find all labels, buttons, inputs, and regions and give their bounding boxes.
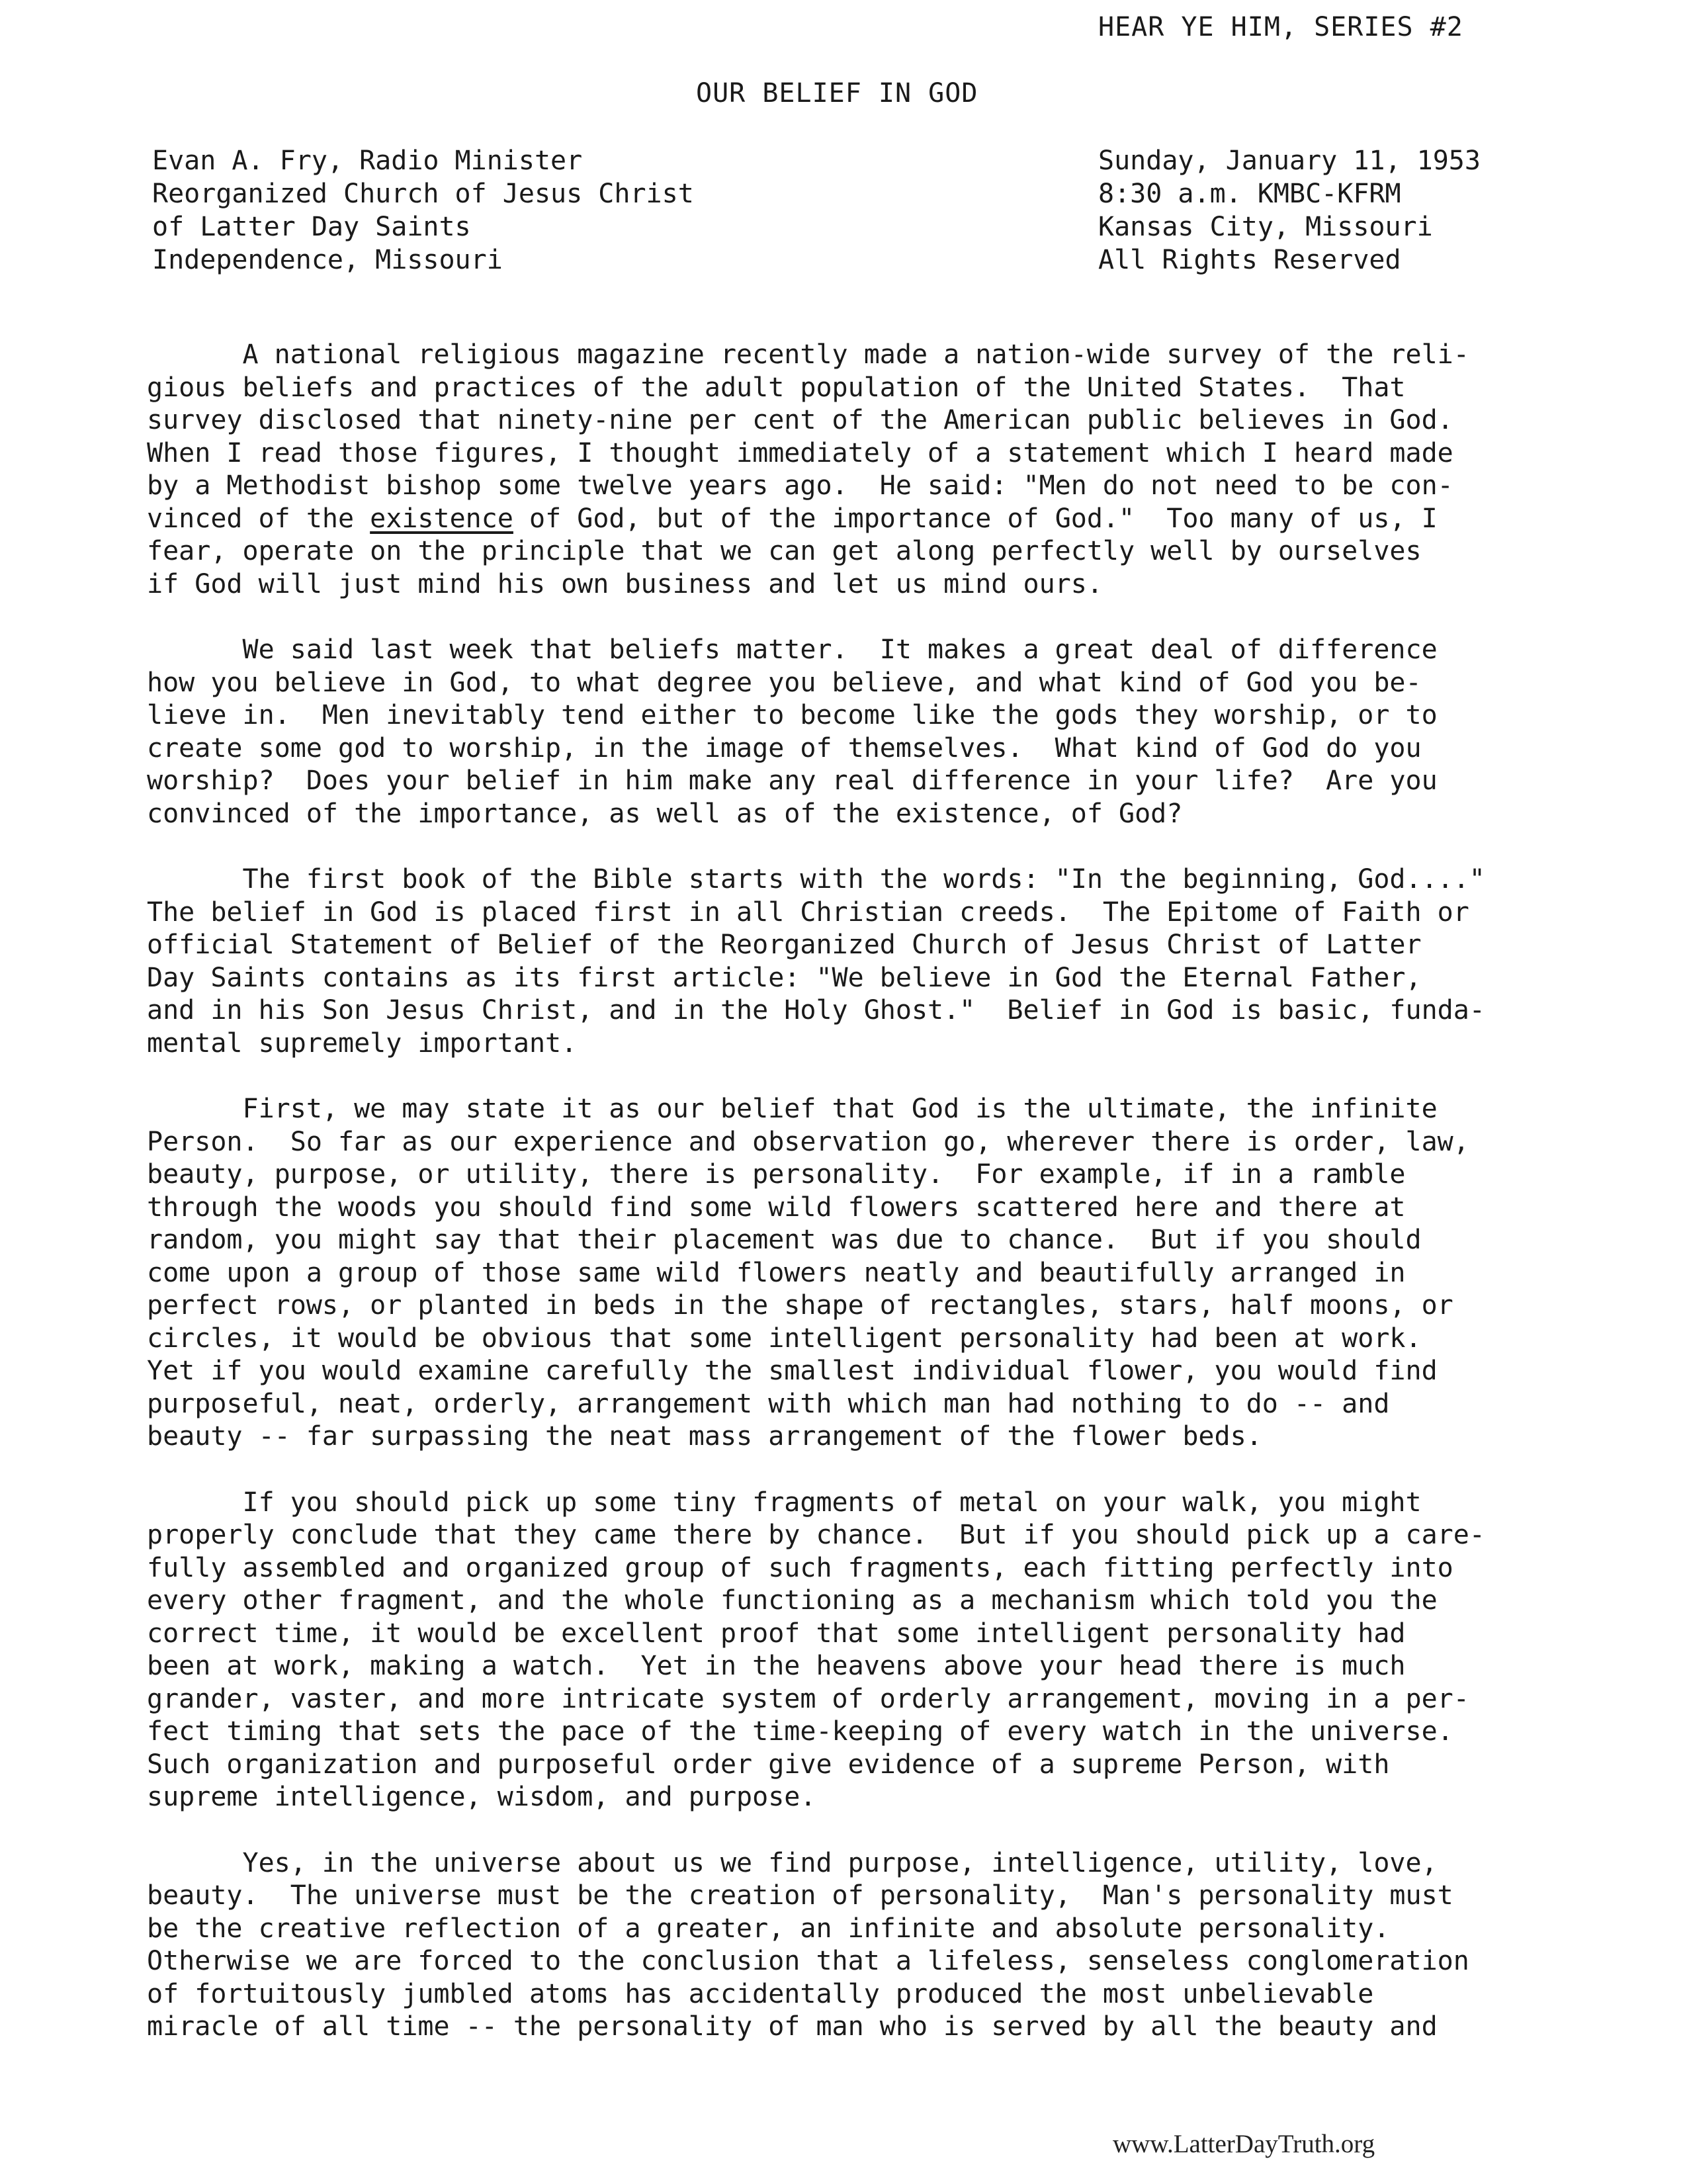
text-line: perfect rows, or planted in beds in the shape of rectangles, stars, half moons, or — [147, 1290, 1453, 1321]
paragraph — [147, 863, 1543, 1060]
paragraph — [147, 1093, 1543, 1454]
broadcast-location: Kansas City, Missouri — [1098, 212, 1433, 242]
text-line: circles, it would be obvious that some intelligent personality had been at work. — [147, 1323, 1422, 1354]
church-name: Reorganized Church of Jesus Christ — [152, 179, 694, 209]
text-line: First, we may state it as our belief that God is the ultimate, the infinite — [147, 1094, 1438, 1124]
text-line: by a Methodist bishop some twelve years ago. He said: "Men do not need to be con- — [147, 470, 1453, 501]
text-line: Yes, in the universe about us we find purpose, intelligence, utility, love, — [147, 1847, 1438, 1878]
text-line: We said last week that beliefs matter. It makes a great deal of difference — [147, 634, 1438, 665]
text-line: fect timing that sets the pace of the time-keeping of every watch in the universe. — [147, 1716, 1453, 1747]
text-line: be the creative reflection of a greater, an infinite and absolute personality. — [147, 1913, 1390, 1944]
text-line: lieve in. Men inevitably tend either to become like the gods they worship, or to — [147, 700, 1438, 730]
text-line: come upon a group of those same wild flowers neatly and beautifully arranged in — [147, 1257, 1406, 1288]
footer-url: www.LatterDayTruth.org — [1113, 2130, 1375, 2158]
text-line: Day Saints contains as its first article: "We believe in God the Eternal Father, — [147, 962, 1422, 993]
text-line: beauty, purpose, or utility, there is personality. For example, if in a ramble — [147, 1159, 1406, 1190]
text-line: properly conclude that they came there by chance. But if you should pick up a care- — [147, 1520, 1485, 1550]
sermon-body — [147, 339, 1543, 2077]
text-line: The belief in God is placed first in all Christian creeds. The Epitome of Faith or — [147, 896, 1469, 928]
text-line: through the woods you should find some wild flowers scattered here and there at — [147, 1192, 1406, 1223]
author-name: Evan A. Fry, Radio Minister — [152, 146, 583, 176]
text-line: survey disclosed that ninety-nine per cent of the American public believes in God. — [147, 405, 1453, 435]
text-line: beauty -- far surpassing the neat mass arrangement of the flower beds. — [147, 1421, 1262, 1452]
underlined-word: existence — [370, 503, 513, 534]
text-line: When I read those figures, I thought immediately of a statement which I heard made — [147, 437, 1453, 468]
text-line: purposeful, neat, orderly, arrangement with which man had nothing to do -- and — [147, 1388, 1390, 1419]
text-line: Person. So far as our experience and observation go, wherever there is order, law, — [147, 1126, 1469, 1157]
text-line: random, you might say that their placement was due to chance. But if you should — [147, 1225, 1422, 1255]
text-line: grander, vaster, and more intricate system of orderly arrangement, moving in a per- — [147, 1683, 1469, 1714]
text-line: of fortuitously jumbled atoms has accidentally produced the most unbelievable — [147, 1978, 1374, 2009]
text-line: if God will just mind his own business and let us mind ours. — [147, 568, 1103, 599]
paragraph — [147, 634, 1543, 830]
text-line: how you believe in God, to what degree you believe, and what kind of God you be- — [147, 667, 1422, 698]
text-line: Yet if you would examine carefully the smallest individual flower, you would find — [147, 1356, 1438, 1386]
broadcast-block — [1098, 144, 1481, 277]
paragraph — [147, 1847, 1543, 2044]
text-line: vinced of the existence of God, but of the importance of God." Too many of us, I — [147, 503, 1438, 534]
rights-notice: All Rights Reserved — [1098, 245, 1401, 275]
text-line: gious beliefs and practices of the adult population of the United States. That — [147, 372, 1406, 403]
author-block — [152, 144, 694, 277]
paragraph — [147, 1487, 1543, 1814]
broadcast-time-station: 8:30 a.m. KMBC-KFRM — [1098, 179, 1401, 209]
broadcast-date: Sunday, January 11, 1953 — [1098, 146, 1481, 176]
text-line: create some god to worship, in the image of themselves. What kind of God do you — [147, 732, 1422, 764]
text-line: miracle of all time -- the personality of man who is served by all the beauty and — [147, 2011, 1438, 2042]
text-line: supreme intelligence, wisdom, and purpose. — [147, 1782, 816, 1812]
text-line: Otherwise we are forced to the conclusion that a lifeless, senseless conglomeration — [147, 1946, 1469, 1976]
text-line: A national religious magazine recently made a nation-wide survey of the reli- — [147, 339, 1469, 370]
text-line: The first book of the Bible starts with the words: "In the beginning, God...." — [147, 864, 1485, 895]
paragraph — [147, 339, 1543, 601]
author-location: Independence, Missouri — [152, 245, 503, 275]
church-name-cont: of Latter Day Saints — [152, 212, 471, 242]
page-title: OUR BELIEF IN GOD — [696, 78, 978, 109]
text-line: every other fragment, and the whole functioning as a mechanism which told you the — [147, 1585, 1438, 1616]
text-line: fully assembled and organized group of such fragments, each fitting perfectly into — [147, 1552, 1453, 1583]
text-line: and in his Son Jesus Christ, and in the Holy Ghost." Belief in God is basic, funda- — [147, 995, 1485, 1026]
text-line: worship? Does your belief in him make any real difference in your life? Are you — [147, 765, 1438, 796]
text-line: beauty. The universe must be the creation of personality, Man's personality must — [147, 1880, 1453, 1911]
text-line: If you should pick up some tiny fragments of metal on your walk, you might — [147, 1487, 1422, 1518]
text-line: official Statement of Belief of the Reorganized Church of Jesus Christ of Latter — [147, 930, 1422, 960]
text-line: fear, operate on the principle that we can get along perfectly well by ourselves — [147, 536, 1422, 566]
text-line: been at work, making a watch. Yet in the heavens above your head there is much — [147, 1651, 1406, 1681]
text-line: mental supremely important. — [147, 1027, 578, 1059]
series-label: HEAR YE HIM, SERIES #2 — [1098, 12, 1463, 42]
text-line: Such organization and purposeful order give evidence of a supreme Person, with — [147, 1749, 1390, 1780]
text-line: correct time, it would be excellent proof that some intelligent personality had — [147, 1618, 1406, 1649]
text-line: convinced of the importance, as well as of the existence, of God? — [147, 798, 1183, 829]
